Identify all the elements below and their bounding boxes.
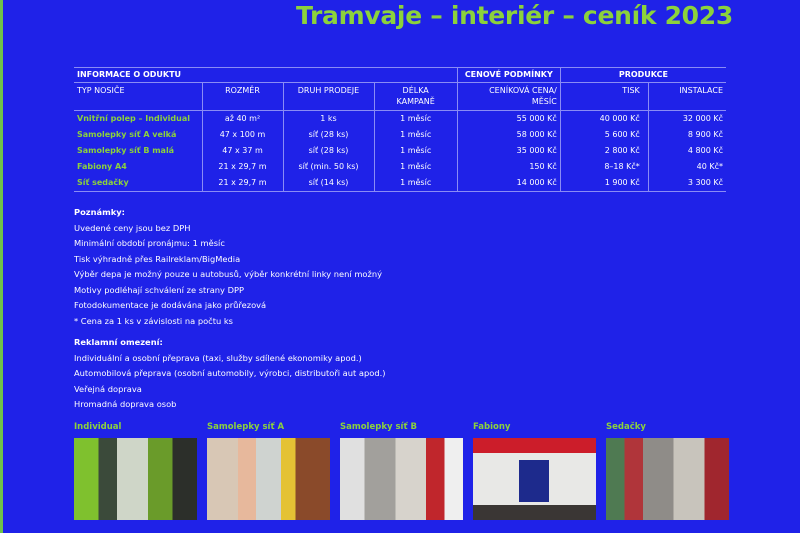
table-cell: 58 000 Kč: [457, 127, 560, 143]
table-cell: 32 000 Kč: [648, 111, 726, 128]
table-cell: 8–18 Kč*: [560, 159, 648, 175]
table-cell: 40 000 Kč: [560, 111, 648, 128]
table-cell: 21 x 29,7 m: [202, 159, 283, 175]
table-cell: 40 Kč*: [648, 159, 726, 175]
photo-sit-a: [207, 438, 330, 520]
col-print: TISK: [560, 83, 648, 111]
table-group-header: [74, 68, 726, 83]
table-cell: 1 měsíc: [374, 127, 457, 143]
note-item: Tisk výhradně přes Railreklam/BigMedia: [74, 253, 241, 264]
table-row: [74, 111, 726, 128]
table-cell: 1 měsíc: [374, 159, 457, 175]
table-cell: 1 ks: [283, 111, 374, 128]
table-cell: 21 x 29,7 m: [202, 175, 283, 192]
table-row: [74, 159, 726, 175]
col-price: CENÍKOVÁ CENA/ MĚSÍC: [457, 83, 560, 111]
notes-section: [74, 205, 382, 329]
col-sale: DRUH PRODEJE: [283, 83, 374, 111]
table-cell: 55 000 Kč: [457, 111, 560, 128]
table-cell: 47 x 37 m: [202, 143, 283, 159]
table-cell: 47 x 100 m: [202, 127, 283, 143]
note-item: Uvedené ceny jsou bez DPH: [74, 222, 191, 233]
group-production: PRODUKCE: [560, 68, 726, 83]
table-cell: síť (28 ks): [283, 143, 374, 159]
left-edge-stripe: [0, 0, 3, 533]
table-cell: Fabiony A4: [77, 162, 127, 171]
col-install: INSTALACE: [648, 83, 726, 111]
table-cell: 35 000 Kč: [457, 143, 560, 159]
table-cell: 1 900 Kč: [560, 175, 648, 192]
table-cell: 3 300 Kč: [648, 175, 726, 192]
restriction-item: Individuální a osobní přeprava (taxi, služby sdílené ekonomiky apod.): [74, 352, 362, 363]
table-cell: 4 800 Kč: [648, 143, 726, 159]
table-cell: Vnitřní polep – Individual: [77, 114, 190, 123]
group-product-info: INFORMACE O ODUKTU: [74, 68, 457, 83]
table-header: [74, 83, 726, 111]
photo-individual: [74, 438, 197, 520]
photo-fabiony: [473, 438, 596, 520]
col-size: ROZMĚR: [202, 83, 283, 111]
gallery-item-sit-a: Samolepky síť A: [207, 422, 330, 520]
table-cell: Samolepky síť A velká: [77, 130, 177, 139]
table-row: [74, 127, 726, 143]
restrictions-section: [74, 335, 385, 413]
table-cell: 8 900 Kč: [648, 127, 726, 143]
note-item: * Cena za 1 ks v závislosti na počtu ks: [74, 315, 234, 326]
note-item: Výběr depa je možný pouze u autobusů, výběr konkrétní linky není možný: [74, 269, 383, 279]
table-cell: síť (28 ks): [283, 127, 374, 143]
photo-gallery: [74, 422, 729, 520]
notes-title: Poznámky:: [74, 207, 126, 217]
restriction-item: Hromadná doprava osob: [74, 399, 177, 409]
group-price: CENOVÉ PODMÍNKY: [457, 68, 560, 83]
table-cell: síť (14 ks): [283, 175, 374, 192]
table-cell: síť (min. 50 ks): [283, 159, 374, 175]
table-cell: Samolepky síť B malá: [77, 146, 175, 155]
table-cell: Síť sedačky: [74, 175, 202, 192]
restrictions-title: Reklamní omezení:: [74, 337, 163, 347]
table-cell: 1 měsíc: [374, 175, 457, 192]
photo-sedacky: [606, 438, 729, 520]
table-cell: 1 měsíc: [374, 143, 457, 159]
page-title: Tramvaje – interiér – ceník 2023: [296, 1, 733, 30]
gallery-item-individual: Individual: [74, 422, 197, 520]
gallery-item-sit-b: Samolepky síť B: [340, 422, 463, 520]
note-item: Minimální období pronájmu: 1 měsíc: [74, 238, 225, 248]
gallery-item-fabiony: Fabiony: [473, 422, 596, 520]
table-cell: 5 600 Kč: [560, 127, 648, 143]
table-cell: 2 800 Kč: [560, 143, 648, 159]
table-cell: až 40 m²: [202, 111, 283, 128]
col-type: TYP NOSIČE: [74, 83, 202, 111]
restriction-item: Automobilová přeprava (osobní automobily, výrobci, distributoři aut apod.): [74, 368, 386, 378]
table-row: [74, 143, 726, 159]
note-item: Motivy podléhají schválení ze strany DPP: [74, 284, 244, 295]
note-item: Fotodokumentace je dodávána jako průřezová: [74, 300, 267, 310]
col-length: DÉLKA KAMPANĚ: [374, 83, 457, 111]
photo-sit-b: [340, 438, 463, 520]
price-table: [74, 67, 726, 192]
table-cell: 1 měsíc: [374, 111, 457, 128]
table-row: [74, 175, 726, 192]
gallery-item-sedacky: Sedačky: [606, 422, 729, 520]
restriction-item: Veřejná doprava: [74, 383, 142, 394]
table-cell: 14 000 Kč: [457, 175, 560, 192]
table-cell: 150 Kč: [457, 159, 560, 175]
